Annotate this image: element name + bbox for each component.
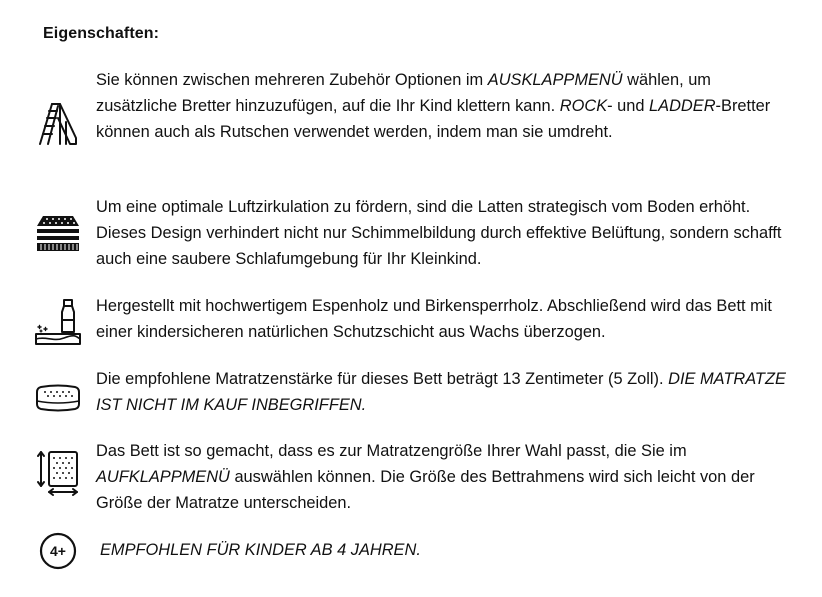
feature-text-mattress-size — [96, 438, 796, 516]
body-text: - und — [607, 97, 650, 115]
feature-text-age — [100, 537, 800, 563]
body-text: Um eine optimale Luftzirkulation zu fördern, sind die Latten strategisch vom Boden erhöht. Dieses Design verhindert nicht nur Schimmelbildung durch effektive Belüftung, sondern schafft auch eine saubere Schlafumgebung für Ihr Kleinkind. — [96, 198, 782, 268]
emphasis-text: ROCK — [559, 97, 608, 115]
feature-text-ventilation — [96, 194, 796, 272]
age-badge-label: 4+ — [50, 543, 66, 559]
emphasis-text: LADDER — [649, 97, 716, 115]
feature-text-mattress-thickness — [96, 366, 796, 418]
body-text: Die empfohlene Matratzenstärke für dieses Bett beträgt 13 Zentimeter (5 Zoll). — [96, 370, 669, 388]
feature-text-accessories — [96, 67, 796, 145]
ladder-slide-icon — [36, 100, 80, 146]
body-text: -Bretter können auch als Rutschen verwendet werden, indem man sie umdreht. — [96, 97, 771, 141]
emphasis-text: AUSKLAPPMENÜ — [487, 71, 623, 89]
feature-text-material — [96, 293, 796, 345]
body-text: Hergestellt mit hochwertigem Espenholz und Birkensperrholz. Abschließend wird das Bett mit einer kindersicheren natürlichen Schutzschicht aus Wachs überzogen. — [96, 297, 772, 341]
mattress-icon — [35, 384, 81, 412]
mattress-size-icon — [37, 449, 81, 497]
section-heading: Eigenschaften: — [43, 25, 160, 42]
age-4-plus-icon — [39, 532, 77, 570]
emphasis-text: AUFKLAPPMENÜ — [96, 468, 230, 486]
emphasis-text: DIE MATRATZE IST NICHT IM KAUF INBEGRIFFEN. — [96, 370, 786, 414]
emphasis-text: EMPFOHLEN FÜR KINDER AB 4 JAHREN. — [100, 541, 421, 559]
body-text: auswählen können. Die Größe des Bettrahmens wird sich leicht von der Größe der Matratze unterscheiden. — [96, 468, 755, 512]
body-text: wählen, um zusätzliche Bretter hinzuzufügen, auf die Ihr Kind klettern kann. — [96, 71, 711, 115]
body-text: Sie können zwischen mehreren Zubehör Optionen im — [96, 71, 488, 89]
body-text: Das Bett ist so gemacht, dass es zur Matratzengröße Ihrer Wahl passt, die Sie im — [96, 442, 687, 460]
slatted-base-icon — [35, 214, 81, 254]
wax-coating-icon — [34, 298, 82, 348]
